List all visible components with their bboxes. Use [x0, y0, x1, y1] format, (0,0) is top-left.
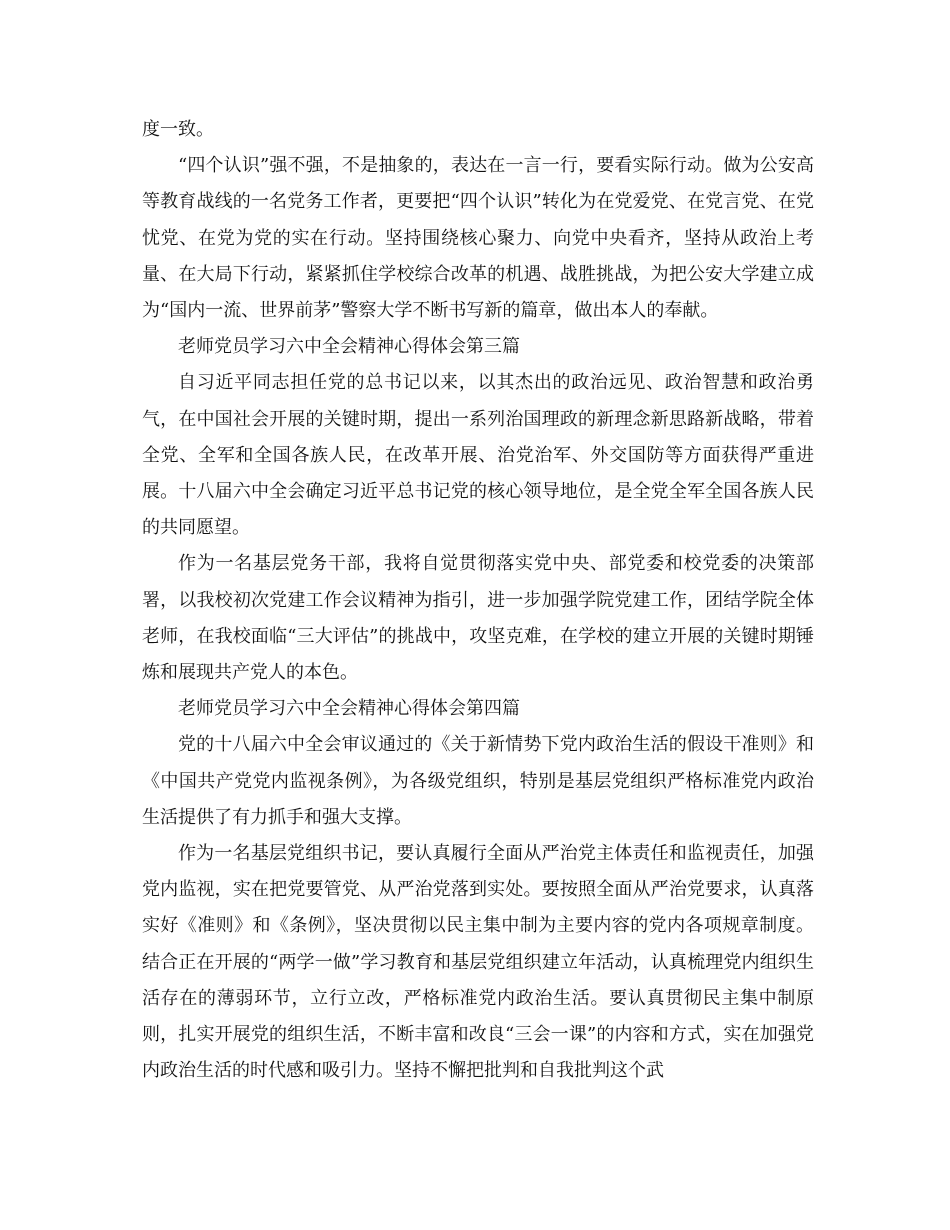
paragraph-continuation: 度一致。 — [142, 119, 214, 140]
paragraph-general-secretary: 自习近平同志担任党的总书记以来，以其杰出的政治远见、政治智慧和政治勇气，在中国社会开展的关键时期，提出一系列治国理政的新理念新思路新战略，带着全党、全军和全国各族人民，在改革开展、治党治军、外交国防等方面获得严重进展。十八届六中全会确定习近平总书记党的核心领导地位，是全党全军全国各族人民的共同愿望。 — [142, 372, 814, 539]
section-heading-part-three: 老师党员学习六中全会精神心得体会第三篇 — [178, 336, 520, 358]
paragraph-party-secretary: 作为一名基层党组织书记，要认真履行全面从严治党主体责任和监视责任，加强党内监视，实在把党要管党、从严治党落到实处。要按照全面从严治党要求，认真落实好《准则》和《条例》，坚决贯彻以民主集中制为主要内容的党内各项规章制度。结合正在开展的“两学一做”学习教育和基层党组织建立年活动，认真梳理党内组织生活存在的薄弱环节，立行立改，严格标准党内政治生活。要认真贯彻民主集中制原则，扎实开展党的组织生活，不断丰富和改良“三会一课”的内容和方式，实在加强党内政治生活的时代感和吸引力。坚持不懈把批判和自我批判这个武 — [142, 843, 814, 1082]
paragraph-plenary-session: 党的十八届六中全会审议通过的《关于新情势下党内政治生活的假设干准则》和《中国共产党党内监视条例》，为各级党组织，特别是基层党组织严格标准党内政治生活提供了有力抓手和强大支撑。 — [142, 734, 814, 828]
paragraph-grassroots-cadre: 作为一名基层党务干部，我将自觉贯彻落实党中央、部党委和校党委的决策部署，以我校初次党建工作会议精神为指引，进一步加强学院党建工作，团结学院全体老师，在我校面临“三大评估”的挑战中，攻坚克难，在学校的建立开展的关键时期锤炼和展现共产党人的本色。 — [142, 553, 814, 684]
section-heading-part-four: 老师党员学习六中全会精神心得体会第四篇 — [178, 698, 520, 720]
document-body — [142, 112, 814, 1089]
paragraph-four-consciousness: “四个认识”强不强，不是抽象的，表达在一言一行，要看实际行动。做为公安高等教育战线的一名党务工作者，更要把“四个认识”转化为在党爱党、在党言党、在党忧党、在党为党的实在行动。坚持围绕核心聚力、向党中央看齐，坚持从政治上考量、在大局下行动，紧紧抓住学校综合改革的机遇、战胜挑战，为把公安大学建立成为“国内一流、世界前茅”警察大学不断书写新的篇章，做出本人的奉献。 — [142, 155, 814, 322]
